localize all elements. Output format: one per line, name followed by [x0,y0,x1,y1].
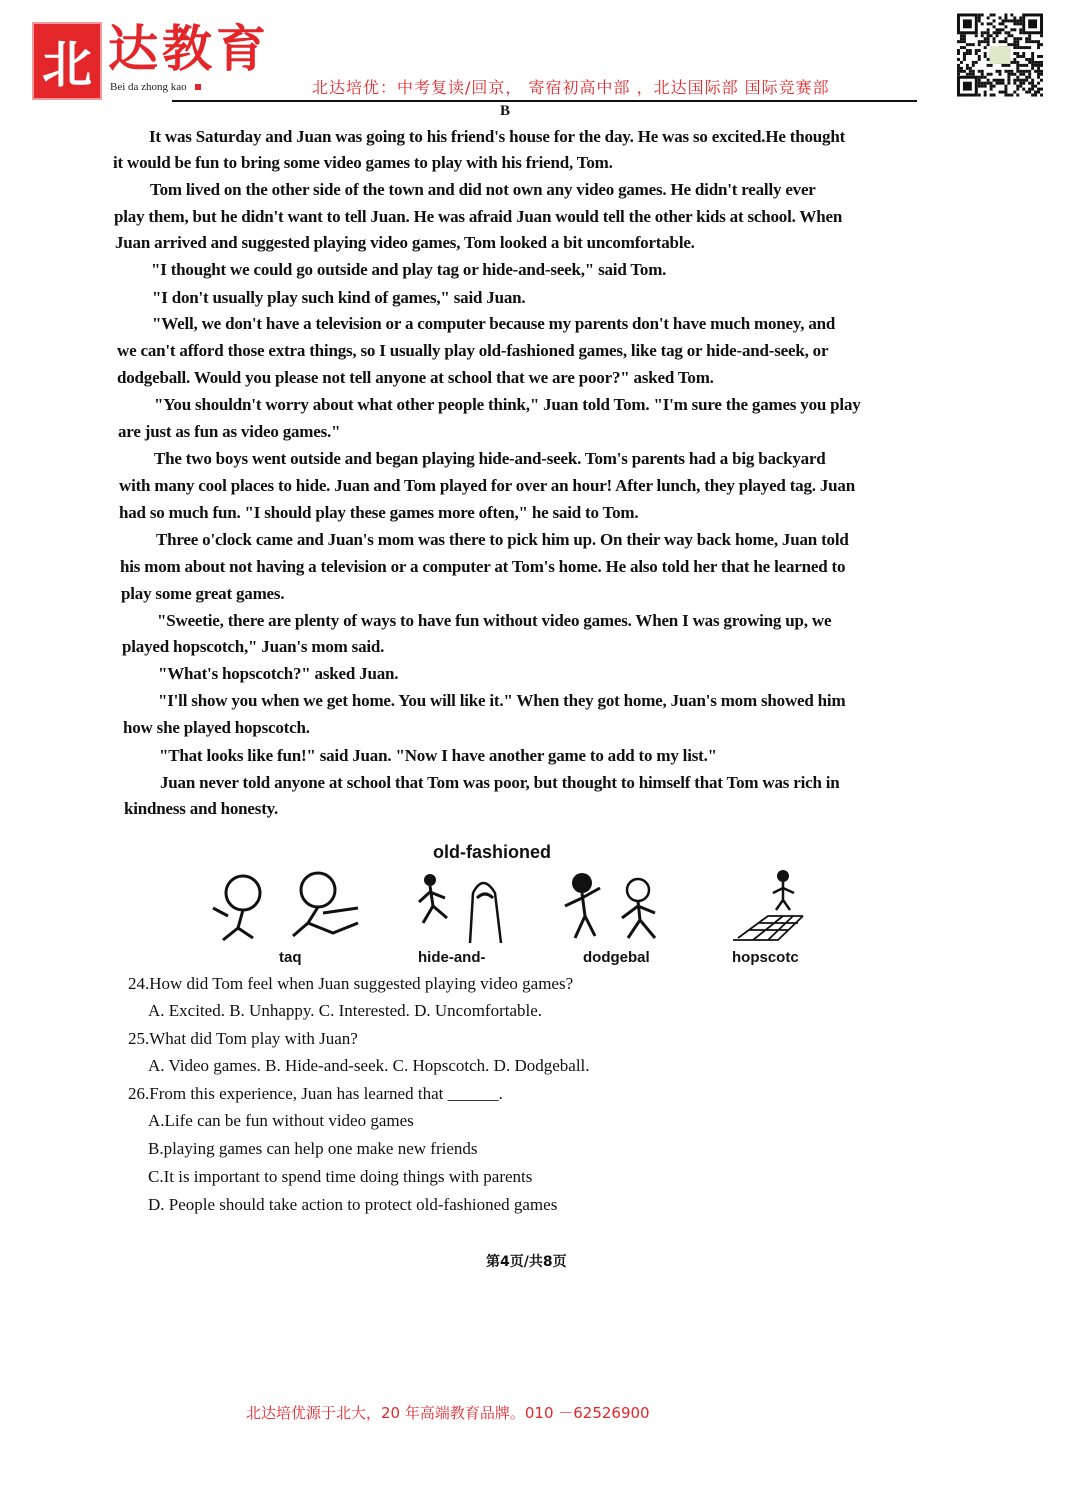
header-divider [172,100,917,102]
question-stem: 26.From this experience, Juan has learned that ______. [128,1084,503,1103]
question-options: C.It is important to spend time doing things with parents [148,1167,533,1186]
figure-label-dodgeball: dodgebal [583,949,650,966]
question-options: A.Life can be fun without video games [148,1111,414,1130]
figure-label-tag: taq [279,949,302,966]
passage-line: "What's hopscotch?" asked Juan. [158,664,399,683]
question-options: A. Excited. B. Unhappy. C. Interested. D. Uncomfortable. [148,1001,543,1020]
passage-line: had so much fun. "I should play these games more often," he said to Tom. [119,503,639,522]
passage-line: "I don't usually play such kind of games," said Juan. [152,288,526,307]
qr-code-icon [957,13,1043,97]
passage-line: Three o'clock came and Juan's mom was there to pick him up. On their way back home, Juan told [156,530,849,549]
hopscotch-illustration-icon [728,868,808,946]
passage-line: Tom lived on the other side of the town and did not own any video games. He didn't really ever [150,180,816,199]
passage-line: "I thought we could go outside and play tag or hide-and-seek," said Tom. [151,260,667,279]
passage-line: Juan arrived and suggested playing video games, Tom looked a bit uncomfortable. [115,233,695,252]
question-options: A. Video games. B. Hide-and-seek. C. Hopscotch. D. Dodgeball. [148,1056,590,1075]
passage-line: "You shouldn't worry about what other people think," Juan told Tom. "I'm sure the games you play [154,395,861,414]
header-slogan: 北达培优：中考复读/回京， 寄宿初高中部 ，北达国际部 国际竞赛部 [312,78,830,97]
passage-line: play them, but he didn't want to tell Juan. He was afraid Juan would tell the other kids at school. When [114,207,843,226]
question-options: D. People should take action to protect old-fashioned games [148,1195,558,1214]
passage-line: kindness and honesty. [124,799,279,818]
question-stem: 24.How did Tom feel when Juan suggested playing video games? [128,974,574,993]
figure-label-hopscotch: hopscotc [732,949,799,966]
passage-line: with many cool places to hide. Juan and Tom played for over an hour! After lunch, they played tag. Juan [119,476,855,495]
passage-line: how she played hopscotch. [123,718,310,737]
passage-line: "I'll show you when we get home. You will like it." When they got home, Juan's mom showed him [158,691,846,710]
passage-line: It was Saturday and Juan was going to his friend's house for the day. He was so excited.He thought [149,127,846,146]
passage-line: Juan never told anyone at school that Tom was poor, but thought to himself that Tom was rich in [160,773,840,792]
page-number: 第4页/共8页 [486,1254,567,1270]
passage-line: dodgeball. Would you please not tell anyone at school that we are poor?" asked Tom. [117,368,714,387]
passage-line: played hopscotch," Juan's mom said. [122,637,385,656]
question-options: B.playing games can help one make new friends [148,1139,478,1158]
question-stem: 25.What did Tom play with Juan? [128,1029,358,1048]
passage-line: "Sweetie, there are plenty of ways to have fun without video games. When I was growing up, we [157,611,832,630]
figure-title: old-fashioned [433,842,551,862]
footer-contact: 北达培优源于北大，20 年高端教育品牌。010 －62526900 [246,1404,650,1422]
logo-mark: 北 [32,22,102,100]
passage-line: are just as fun as video games." [118,422,341,441]
passage-line: "That looks like fun!" said Juan. "Now I have another game to add to my list." [159,746,717,765]
logo-subtitle [110,81,201,94]
hide-and-seek-illustration-icon [415,868,510,948]
passage-line: it would be fun to bring some video games to play with his friend, Tom. [113,153,613,172]
passage-line: his mom about not having a television or a computer at Tom's home. He also told her that he learned to [120,557,846,576]
logo-subtitle-text: Bei da zhong kao [110,81,187,93]
passage-line: we can't afford those extra things, so I usually play old-fashioned games, like tag or hide-and-seek, or [117,341,829,360]
passage-line: The two boys went outside and began playing hide-and-seek. Tom's parents had a big backyard [154,449,826,468]
logo-text: 达教育 [108,19,270,78]
figure-label-hide-and-seek: hide-and- [418,949,486,966]
passage-line: play some great games. [121,584,285,603]
logo-square [195,84,201,90]
dodgeball-illustration-icon [560,868,670,943]
passage-line: "Well, we don't have a television or a computer because my parents don't have much money, and [152,314,836,333]
section-mark: B [500,103,511,119]
tag-illustration-icon [208,868,368,943]
